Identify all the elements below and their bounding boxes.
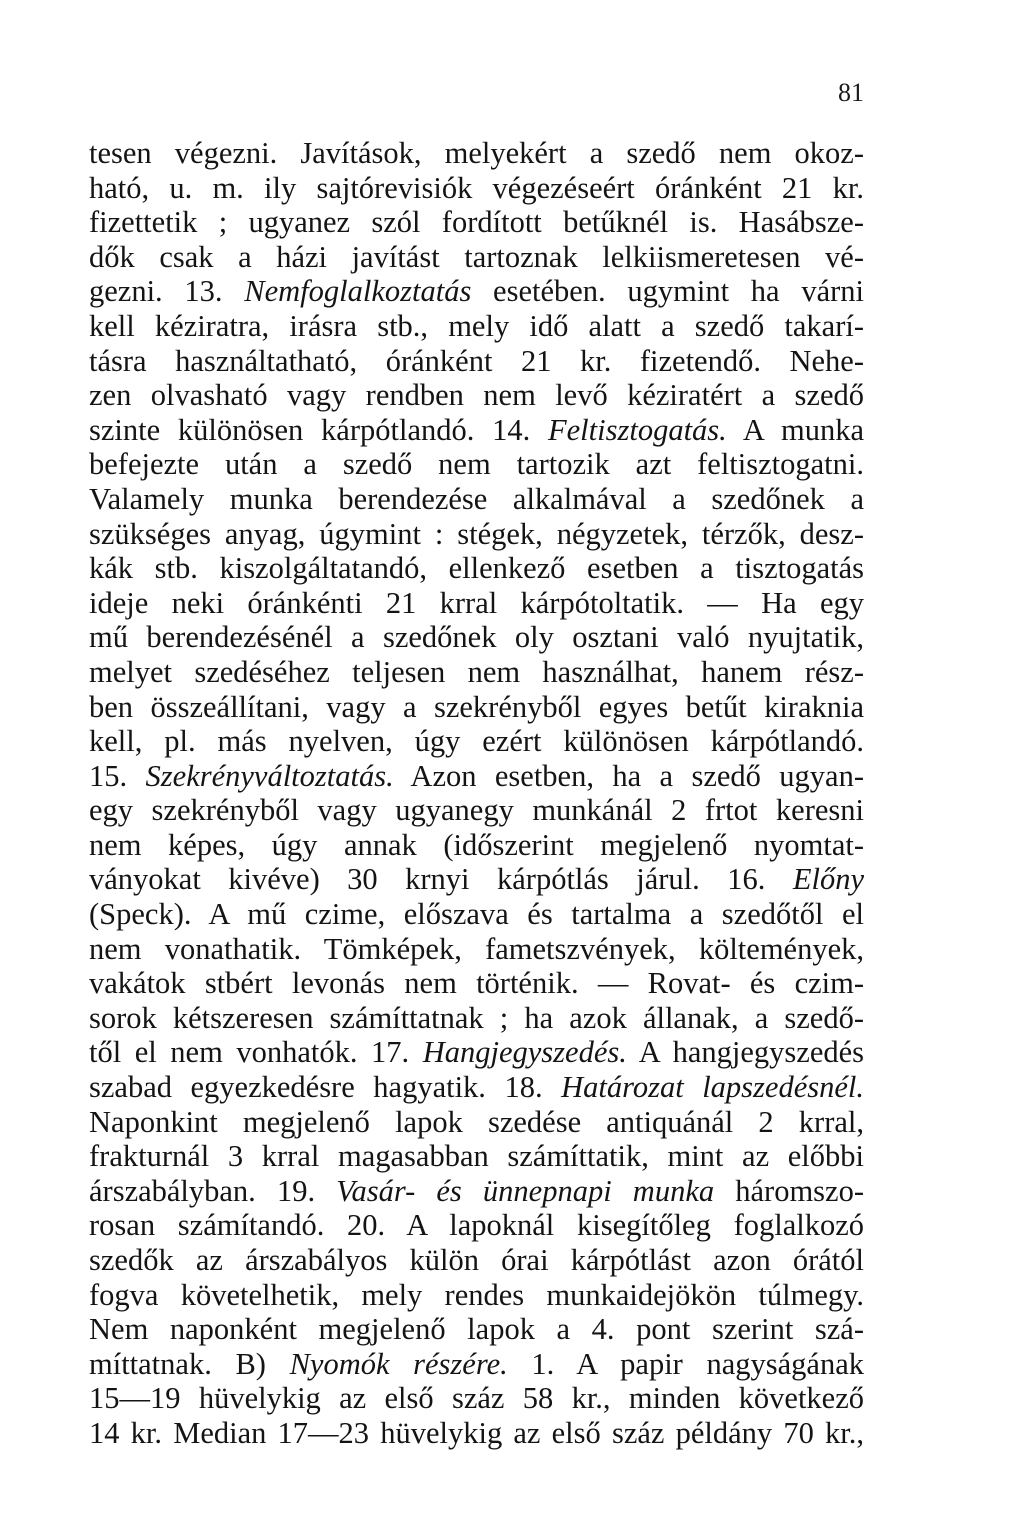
text-line [89,655,864,690]
text-segment: esetében. ugymint ha várni [471,274,864,309]
text-line [89,240,864,275]
text-segment: 1. A papir nagyságának [507,1346,864,1381]
text-line [89,551,864,586]
italic-heading: Előny [792,862,864,897]
italic-heading: Szekrényváltoztatás. [145,758,394,793]
text-segment: vakátok stbért levonás nem történik. — Rovat- és czim- [89,966,864,1001]
text-segment: egy szekrényből vagy ugyanegy munkánál 2 frtot keresni [89,793,864,828]
text-segment: A hangjegyszedés [626,1035,865,1070]
text-line [89,1174,864,1209]
text-line [89,724,864,759]
text-segment: szedők az árszabályos külön órai kárpótlást azon órától [89,1243,864,1277]
text-line [89,1001,864,1036]
text-segment: Nem naponként megjelenő lapok a 4. pont szerint szá- [89,1312,864,1347]
text-line [89,828,864,863]
text-segment: nem képes, úgy annak (időszerint megjelenő nyomtat- [89,827,864,862]
text-segment: mű berendezésénél a szedőnek oly osztani való nyujtatik, [89,620,864,655]
text-segment: gezni. 13. [89,274,245,309]
text-line [89,1035,864,1070]
italic-heading: Vasár- és ünnepnapi munka [336,1173,715,1208]
text-line [89,1278,864,1313]
text-segment: kell, pl. más nyelven, úgy ezért különösen kárpótlandó. [89,724,864,759]
text-line [89,413,864,448]
text-segment: ható, u. m. ily sajtórevisiók végezéseért óránként 21 kr. [89,170,864,205]
text-segment: ben összeállítani, vagy a szekrényből egyes betűt kiraknia [89,689,864,724]
text-segment: rosan számítandó. 20. A lapoknál kisegítőleg foglalkozó [89,1208,864,1243]
text-segment: szükséges anyag, úgymint : stégek, négyzetek, térzők, desz- [89,516,864,551]
text-segment: szabad egyezkedésre hagyatik. 18. [89,1070,562,1105]
text-line [89,517,864,552]
text-segment: sorok kétszeresen számíttatnak ; ha azok állanak, a szedő- [89,1000,864,1035]
text-line [89,136,864,171]
text-segment: (Speck). A mű czime, előszava és tartalma a szedőtől el [89,897,864,932]
text-line [89,1381,864,1416]
text-line [89,171,864,206]
text-line [89,793,864,828]
italic-heading: Határozat lapszedésnél. [561,1070,864,1105]
text-line [89,1347,864,1382]
text-line [89,1208,864,1243]
text-line [89,309,864,344]
text-segment: fizettetik ; ugyanez szól fordított betűknél is. Hasábsze- [89,205,864,240]
text-line [89,1416,864,1451]
text-segment: 15. [89,758,146,793]
text-line [89,966,864,1001]
text-line [89,1243,864,1278]
text-segment: háromszo- [714,1173,864,1208]
italic-heading: Nyomók részére. [289,1346,508,1381]
text-segment: A munka [726,412,864,447]
text-line [89,447,864,482]
text-line [89,378,864,413]
text-segment: Naponkint megjelenő lapok szedése antiquánál 2 krral, [89,1104,864,1139]
text-line [89,1105,864,1140]
text-line [89,1070,864,1105]
text-segment: árszabályban. 19. [89,1173,337,1208]
text-segment: fogva követelhetik, mely rendes munkaidejökön túlmegy. [89,1277,864,1312]
text-segment: Azon esetben, ha a szedő ugyan- [393,758,864,793]
text-line [89,862,864,897]
text-line [89,620,864,655]
text-segment: 15—19 hüvelykig az első száz 58 kr., minden következő [89,1381,864,1416]
text-segment: ideje neki óránkénti 21 krral kárpótoltatik. — Ha egy [89,585,864,620]
text-segment: ványokat kivéve) 30 krnyi kárpótlás járul. 16. [89,862,793,897]
text-line [89,897,864,932]
text-segment: szinte különösen kárpótlandó. 14. [89,412,549,447]
italic-heading: Hangjegyszedés. [422,1035,627,1070]
text-segment: melyet szedéséhez teljesen nem használhat, hanem rész- [89,654,864,689]
text-segment: kell kéziratra, irásra stb., mely idő alatt a szedő takarí- [89,308,864,343]
text-line [89,586,864,621]
text-segment: frakturnál 3 krral magasabban számíttatik, mint az előbbi [89,1139,864,1174]
text-line [89,205,864,240]
text-line [89,344,864,379]
page-number: 81 [838,78,864,107]
text-segment: 14 kr. Median 17—23 hüvelykig az első száz példány 70 kr., [89,1415,864,1450]
text-segment: kák stb. kiszolgáltatandó, ellenkező esetben a tisztogatás [89,551,864,586]
text-line [89,482,864,517]
text-segment: től el nem vonhatók. 17. [89,1035,423,1070]
text-segment: tásra használtatható, óránként 21 kr. fizetendő. Nehe- [89,343,864,378]
text-segment: nem vonathatik. Tömképek, fametszvények, költemények, [89,931,864,966]
text-line [89,759,864,794]
text-line [89,1139,864,1174]
text-segment: dők csak a házi javítást tartoznak lelkiismeretesen vé- [89,239,864,274]
text-segment: zen olvasható vagy rendben nem levő kéziratért a szedő [89,378,864,413]
italic-heading: Nemfoglalkoztatás [244,274,472,309]
text-segment: Valamely munka berendezése alkalmával a szedőnek a [89,481,864,516]
text-segment: befejezte után a szedő nem tartozik azt feltisztogatni. [89,447,864,482]
text-line [89,274,864,309]
body-text [89,136,864,1451]
text-line [89,690,864,725]
text-line [89,1312,864,1347]
text-segment: tesen végezni. Javítások, melyekért a szedő nem okoz- [89,136,864,170]
text-segment: míttatnak. B) [89,1346,290,1381]
text-line [89,932,864,967]
italic-heading: Feltisztogatás. [548,412,727,447]
